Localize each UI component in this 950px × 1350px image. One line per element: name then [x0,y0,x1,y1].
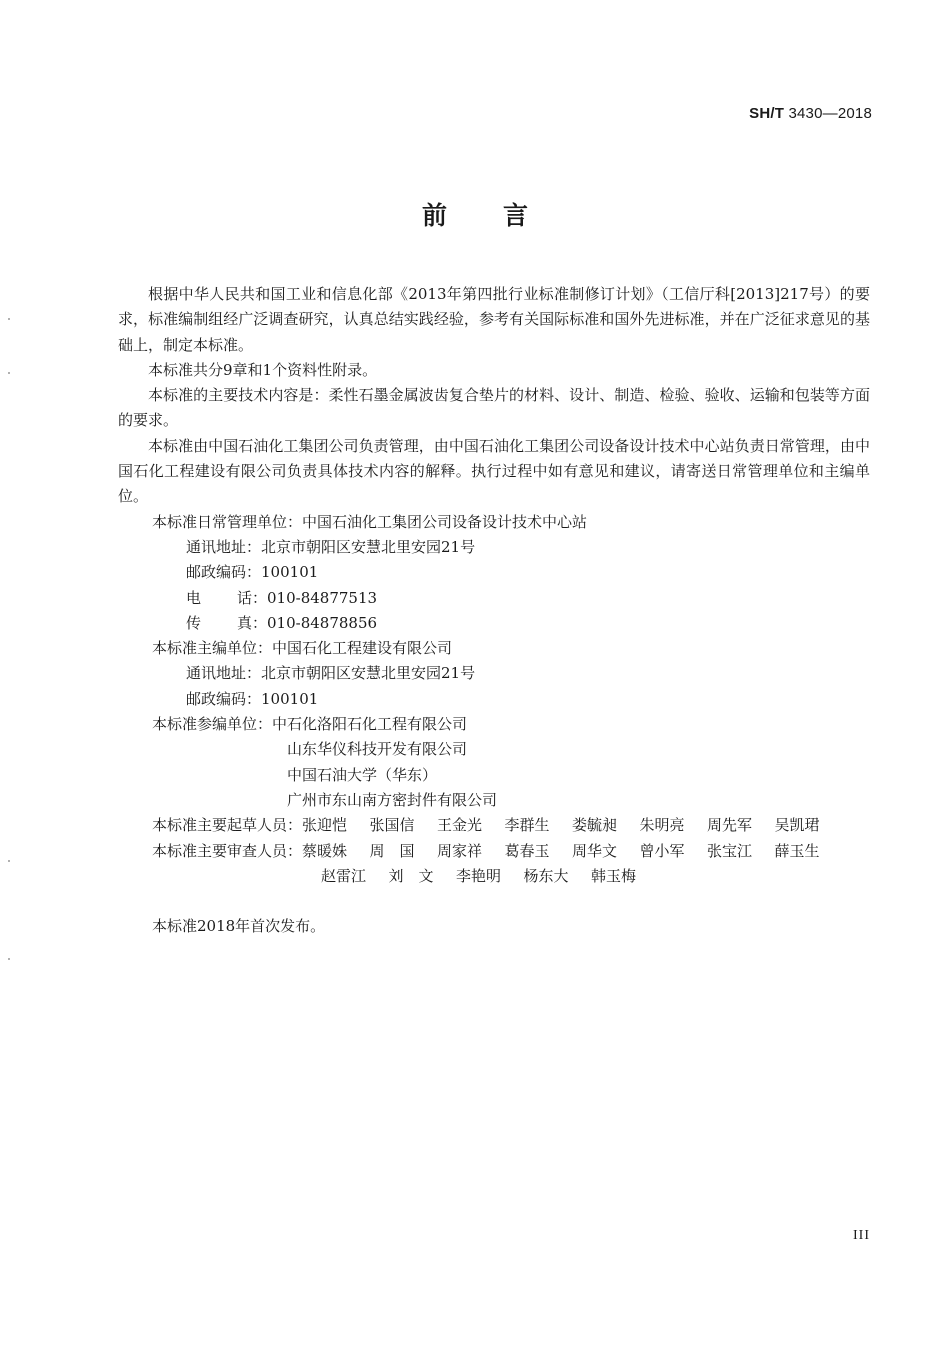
reviewers-row-continued [118,864,870,889]
reviewer-name: 韩玉梅 [591,866,637,885]
drafter-name: 娄毓昶 [572,816,618,835]
chief-editor-name: 中国石化工程建设有限公司 [272,639,453,658]
standard-prefix: SH/T [749,105,785,122]
reviewers-names [302,839,842,864]
management-postcode: 100101 [261,563,319,582]
paragraph-technical-content: 本标准的主要技术内容是：柔性石墨金属波齿复合垫片的材料、设计、制造、检验、验收、运输和包装等方面的要求。 [118,386,870,430]
management-address-label: 通讯地址： [186,537,262,556]
drafter-name: 朱明亮 [639,816,685,835]
phone-label-b: 话： [237,588,268,607]
scan-speck [8,860,10,862]
reviewers-row [118,839,870,864]
reviewer-name: 赵雷江 [321,866,367,885]
chief-editor-label: 本标准主编单位： [152,639,273,658]
reviewers-label: 本标准主要审查人员： [152,841,303,860]
reviewer-name: 杨东大 [523,866,569,885]
management-phone: 010-84877513 [267,588,378,607]
management-address: 北京市朝阳区安慧北里安园21号 [261,537,476,556]
reviewer-name: 曾小军 [639,841,685,860]
title-char-1: 前 [421,201,447,230]
preface-body [118,282,870,939]
reviewer-name: 葛春玉 [504,841,550,860]
management-unit-label: 本标准日常管理单位： [152,512,303,531]
drafters-label: 本标准主要起草人员： [152,816,303,835]
fax-label-a: 传 [186,613,202,632]
chief-editor-address-row [118,661,870,686]
release-note: 本标准2018年首次发布。 [152,917,326,936]
reviewer-name: 薛玉生 [774,841,820,860]
management-postcode-label: 邮政编码： [186,563,262,582]
chief-editor-address: 北京市朝阳区安慧北里安园21号 [261,664,476,683]
paragraph-structure: 本标准共分9章和1个资料性附录。 [148,360,378,379]
management-fax-row [118,611,870,636]
participant-unit: 中国石油大学（华东） [287,765,438,784]
management-phone-row [118,586,870,611]
standard-code [749,105,872,122]
drafter-name: 张国信 [369,816,415,835]
paragraph-management: 本标准由中国石油化工集团公司负责管理，由中国石油化工集团公司设备设计技术中心站负责日常管理，由中国石化工程建设有限公司负责具体技术内容的解释。执行过程中如有意见和建议，请寄送日常管理单位和主编单位。 [118,436,870,506]
scan-speck [8,318,10,320]
reviewer-name: 蔡暖姝 [302,841,348,860]
reviewer-name: 李艳明 [456,866,502,885]
scan-speck [8,958,10,960]
paragraph-plan-basis: 根据中华人民共和国工业和信息化部《2013年第四批行业标准制修订计划》（工信厅科[2013]217号）的要求，标准编制组经广泛调查研究，认真总结实践经验，参考有关国际标准和国外先进标准，并在广泛征求意见的基础上，制定本标准。 [118,285,870,354]
chief-editor-address-label: 通讯地址： [186,664,262,683]
chief-editor-postcode-label: 邮政编码： [186,689,262,708]
participant-label: 本标准参编单位： [152,715,273,734]
drafter-name: 吴凯珺 [774,816,820,835]
chief-editor-postcode: 100101 [261,689,319,708]
drafter-name: 张迎恺 [302,816,348,835]
reviewers-names [321,864,659,889]
reviewer-name: 刘 文 [388,866,434,885]
reviewer-name: 张宝江 [707,841,753,860]
phone-label-a: 电 [186,588,202,607]
drafter-name: 李群生 [504,816,550,835]
participant-unit: 广州市东山南方密封件有限公司 [287,790,498,809]
drafters-row [118,813,870,838]
reviewer-name: 周 国 [369,841,415,860]
participant-unit: 山东华仪科技开发有限公司 [287,740,468,759]
scan-speck [8,372,10,374]
participant-row [118,737,870,762]
page-title [0,196,950,232]
management-unit-row [118,510,870,535]
standard-number: 3430—2018 [788,105,872,122]
participant-unit: 中石化洛阳石化工程有限公司 [272,715,468,734]
reviewer-name: 周家祥 [437,841,483,860]
management-fax: 010-84878856 [267,613,378,632]
management-address-row [118,535,870,560]
drafter-name: 王金光 [437,816,483,835]
drafters-names [302,813,842,838]
chief-editor-row [118,636,870,661]
reviewer-name: 周华文 [572,841,618,860]
management-postcode-row [118,560,870,585]
participant-row [118,788,870,813]
participant-row [118,712,870,737]
management-unit-name: 中国石油化工集团公司设备设计技术中心站 [302,512,588,531]
fax-label-b: 真： [237,613,268,632]
title-char-2: 言 [503,201,529,230]
page-number: III [853,1228,870,1243]
participant-row [118,763,870,788]
chief-editor-postcode-row [118,687,870,712]
drafter-name: 周先军 [707,816,753,835]
